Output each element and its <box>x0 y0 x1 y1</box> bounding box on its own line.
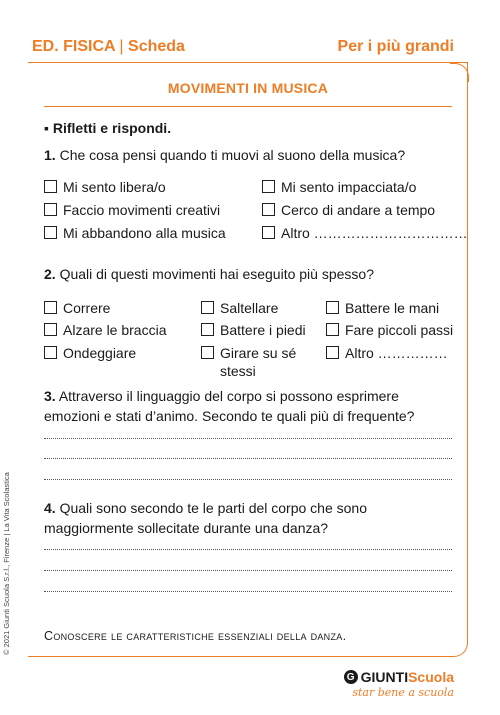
question-1-number: 1. <box>44 147 56 163</box>
question-4-text: Quali sono secondo te le parti del corpo che sono maggiormente sollecitate durante una danza? <box>44 500 367 536</box>
option-label: Ondeggiare <box>63 345 137 361</box>
header-separator: | <box>119 38 124 55</box>
question-3-text: Attraverso il linguaggio del corpo si possono esprimere emozioni e stati d’animo. Secondo te quali più di frequente? <box>44 388 415 424</box>
question-1 <box>44 145 454 165</box>
learning-goal: Conoscere le caratteristiche essenziali della danza. <box>44 629 347 643</box>
q1-option-4[interactable] <box>262 201 435 219</box>
checkbox[interactable] <box>44 301 57 314</box>
checkbox[interactable] <box>44 180 57 193</box>
instruction-text: Rifletti e rispondi. <box>52 120 172 136</box>
option-label: Mi sento libera/o <box>63 179 166 195</box>
option-label: Saltellare <box>220 300 279 316</box>
q2-option-1[interactable] <box>44 299 110 317</box>
question-1-text: Che cosa pensi quando ti muovi al suono della musica? <box>59 147 406 163</box>
level-label: Per i più grandi <box>337 38 454 55</box>
checkbox[interactable] <box>201 323 214 336</box>
q2-option-7[interactable] <box>44 344 136 362</box>
option-label: Girare su sé stessi <box>220 345 297 379</box>
checkbox[interactable] <box>201 301 214 314</box>
title-divider <box>44 106 452 107</box>
q2-option-3[interactable] <box>326 299 439 317</box>
answer-line[interactable] <box>44 591 452 593</box>
bullet: ▪ <box>44 120 53 136</box>
checkbox[interactable] <box>262 203 275 216</box>
checkbox[interactable] <box>44 203 57 216</box>
checkbox[interactable] <box>326 301 339 314</box>
question-4 <box>44 498 454 538</box>
question-4-number: 4. <box>44 500 56 516</box>
logo-tagline: star bene a scuola <box>352 686 454 699</box>
checkbox[interactable] <box>262 226 275 239</box>
option-label: Altro …………………………… <box>281 225 468 241</box>
question-3 <box>44 386 454 426</box>
q1-option-5[interactable] <box>44 224 226 242</box>
logo-brand: GIUNTI <box>360 669 409 685</box>
worksheet-title: MOVIMENTI IN MUSICA <box>167 80 329 96</box>
instruction <box>44 118 171 138</box>
checkbox[interactable] <box>326 323 339 336</box>
q2-option-6[interactable] <box>326 321 453 339</box>
logo-wordmark <box>344 669 454 685</box>
checkbox[interactable] <box>44 323 57 336</box>
question-2 <box>44 264 454 284</box>
answer-line[interactable] <box>44 570 452 572</box>
option-label: Altro …………… <box>345 345 448 361</box>
q2-option-4[interactable] <box>44 321 167 339</box>
q1-option-2[interactable] <box>262 178 416 196</box>
g-logo-icon: G <box>344 670 358 684</box>
option-label: Mi sento impacciata/o <box>281 179 417 195</box>
option-label: Faccio movimenti creativi <box>63 202 221 218</box>
sheet-type-label: Scheda <box>128 38 185 55</box>
answer-line[interactable] <box>44 458 452 460</box>
option-label: Correre <box>63 300 111 316</box>
checkbox[interactable] <box>326 346 339 359</box>
logo-brand-2: Scuola <box>408 669 454 685</box>
publisher-logo <box>344 669 454 699</box>
q1-option-1[interactable] <box>44 178 166 196</box>
option-label: Fare piccoli passi <box>345 322 454 338</box>
option-label: Cerco di andare a tempo <box>281 202 436 218</box>
option-label: Battere i piedi <box>220 322 306 338</box>
checkbox[interactable] <box>262 180 275 193</box>
answer-line[interactable] <box>44 438 452 440</box>
question-2-number: 2. <box>44 266 56 282</box>
answer-line[interactable] <box>44 479 452 481</box>
option-label: Mi abbandono alla musica <box>63 225 226 241</box>
checkbox[interactable] <box>44 226 57 239</box>
q1-option-3[interactable] <box>44 201 220 219</box>
q2-option-9[interactable] <box>326 344 448 362</box>
option-label: Battere le mani <box>345 300 440 316</box>
copyright-notice: © 2021 Giunti Scuola S.r.l., Firenze | La Vita Scolastica <box>2 472 11 655</box>
question-2-text: Quali di questi movimenti hai eseguito più spesso? <box>59 266 374 282</box>
q2-option-5[interactable] <box>201 321 306 339</box>
subject-label: ED. FISICA <box>32 38 115 55</box>
answer-line[interactable] <box>44 549 452 551</box>
option-label: Alzare le braccia <box>63 322 167 338</box>
checkbox[interactable] <box>44 346 57 359</box>
q2-option-8[interactable] <box>201 344 311 380</box>
question-3-number: 3. <box>44 388 56 404</box>
q2-option-2[interactable] <box>201 299 278 317</box>
checkbox[interactable] <box>201 346 214 359</box>
q1-option-6[interactable] <box>262 224 468 242</box>
subject-header <box>32 38 185 56</box>
